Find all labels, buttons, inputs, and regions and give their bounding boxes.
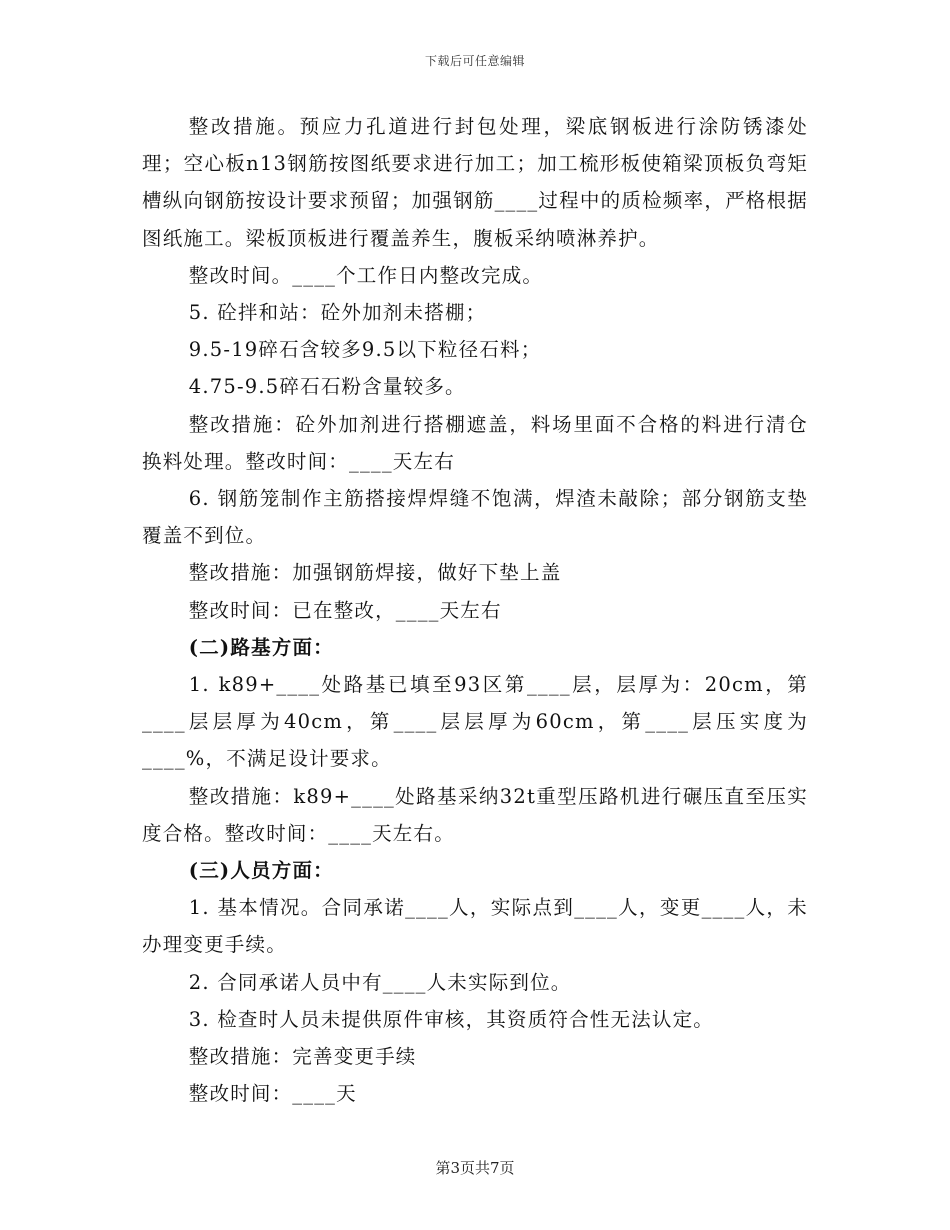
paragraph-rectification-measures-1: 整改措施。预应力孔道进行封包处理，梁底钢板进行涂防锈漆处理；空心板n13钢筋按图纸要求进行加工；加工梳形板使箱梁顶板负弯矩槽纵向钢筋按设计要求预留；加强钢筋____过程中的质检频率，严格根据图纸施工。梁板顶板进行覆盖养生，腹板采纳喷淋养护。 [142,115,808,250]
section-heading-personnel: (三)人员方面： [188,859,334,883]
paragraph-personnel-item-3: 3. 检查时人员未提供原件审核，其资质符合性无法认定。 [188,1007,715,1031]
paragraph-subgrade-item-1: 1. k89+____处路基已填至93区第____层，层厚为：20cm，第____层层厚为40cm，第____层层厚为60cm，第____层压实度为____%，不满足设计要求。 [142,673,808,771]
page-header: 下载后可任意编辑 [424,54,525,68]
section-heading-subgrade: (二)路基方面： [188,635,334,659]
paragraph-rectification-measures-4: 整改措施：k89+____处路基采纳32t重型压路机进行碾压直至压实度合格。整改时间：____天左右。 [142,784,808,845]
paragraph-personnel-item-2: 2. 合同承诺人员中有____人未实际到位。 [188,970,572,994]
paragraph-item-6-rebar-cage: 6. 钢筋笼制作主筋搭接焊焊缝不饱满，焊渣未敲除；部分钢筋支垫覆盖不到位。 [142,487,808,548]
paragraph-rectification-measures-3: 整改措施：加强钢筋焊接，做好下垫上盖 [188,561,562,585]
paragraph-item-gravel-4-75: 4.75-9.5碎石石粉含量较多。 [188,375,466,399]
paragraph-personnel-item-1: 1. 基本情况。合同承诺____人，实际点到____人，变更____人，未办理变更手续。 [142,896,808,957]
paragraph-item-gravel-9-5-19: 9.5-19碎石含较多9.5以下粒径石料； [188,338,542,362]
paragraph-rectification-time-5: 整改时间：____天 [188,1082,357,1106]
paragraph-item-5-mixing-station: 5. 砼拌和站：砼外加剂未搭棚； [188,301,487,325]
paragraph-rectification-measures-2: 整改措施：砼外加剂进行搭棚遮盖，料场里面不合格的料进行清仓换料处理。整改时间：____天左右 [142,412,808,473]
paragraph-rectification-time-1: 整改时间。____个工作日内整改完成。 [188,263,544,287]
paragraph-rectification-measures-5: 整改措施：完善变更手续 [188,1045,417,1069]
paragraph-rectification-time-3: 整改时间：已在整改，____天左右 [188,598,502,622]
page-number: 第3页共7页 [435,1159,515,1177]
document-body [142,108,808,1112]
